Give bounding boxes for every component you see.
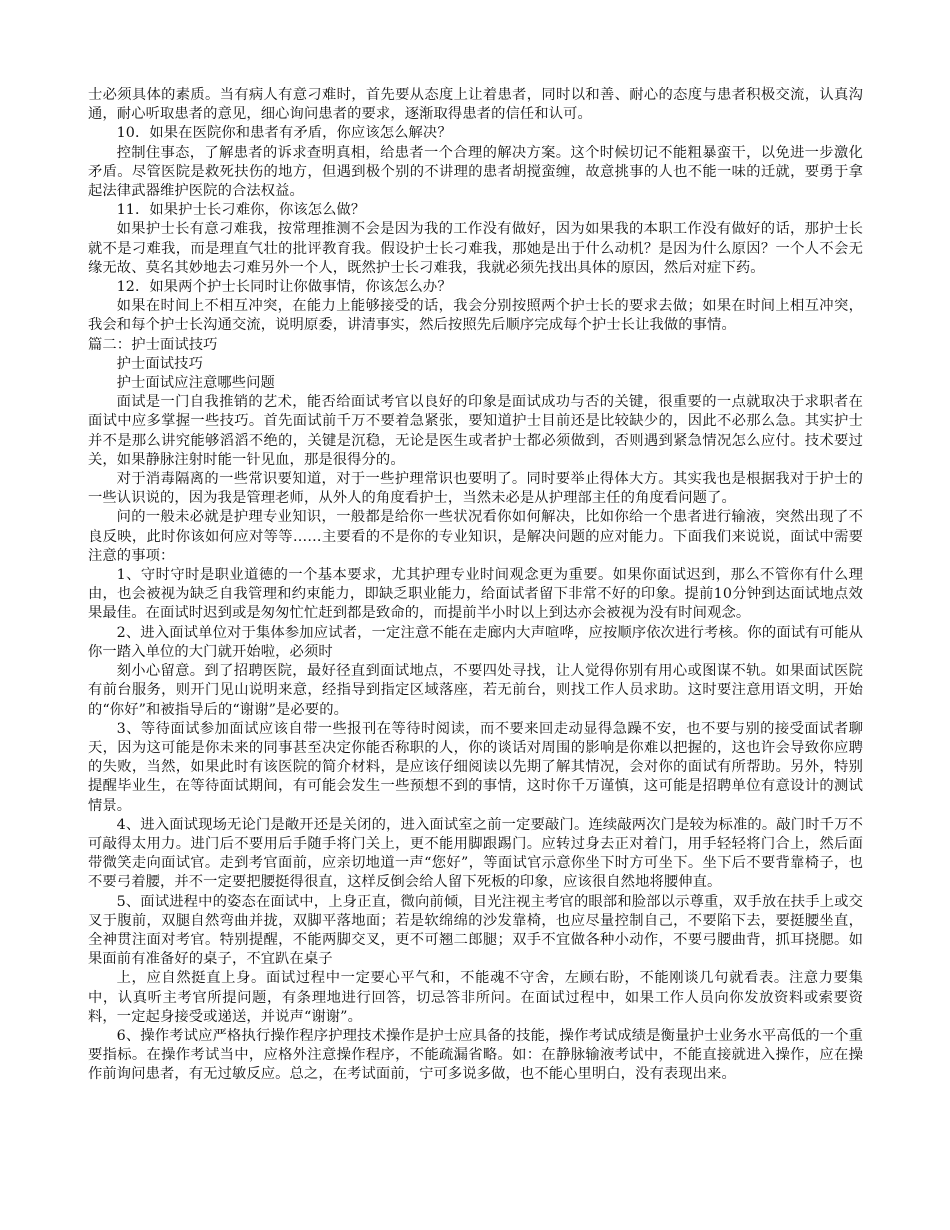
paragraph: 11．如果护士长刁难你，你该怎么做？ [116, 202, 366, 219]
paragraph: 3、等待面试参加面试应该自带一些报刊在等待时阅读，而不要来回走动显得急躁不安，也不要与别的接受面试者聊天，因为这可能是你未来的同事甚至决定你能否称职的人，你的谈话对周围的影响是你难以把握的，这也许会导致你应聘的失败，当然，如果此时有该医院的简介材料，是应该仔细阅读以先期了解其情况，会对你的面试有所帮助。另外，特别提醒毕业生，在等待面试期间，有可能会发生一些预想不到的事情，这时你千万谨慎，这可能是招聘单位有意设计的测试情景。 [88, 720, 863, 814]
paragraph: 刻小心留意。到了招聘医院，最好径直到面试地点，不要四处寻找，让人觉得你别有用心或图谋不轨。如果面试医院有前台服务，则开门见山说明来意，经指导到指定区域落座，若无前台，则找工作人员求助。这时要注意用语文明，开始的“你好”和被指导后的“谢谢”是必要的。 [88, 663, 863, 718]
paragraph: 士必须具体的素质。当有病人有意刁难时，首先要从态度上让着患者，同时以和善、耐心的态度与患者积极交流，认真沟通，耐心听取患者的意见，细心询问患者的要求，逐渐取得患者的信任和认可。 [88, 87, 863, 123]
paragraph: 篇二：护士面试技巧 [88, 336, 218, 353]
paragraph: 2、进入面试单位对于集体参加应试者，一定注意不能在走廊内大声喧哗，应按顺序依次进行考核。你的面试有可能从你一踏入单位的大门就开始啦，必须时 [88, 624, 863, 660]
paragraph: 控制住事态，了解患者的诉求查明真相，给患者一个合理的解决方案。这个时候切记不能粗暴蛮干，以免进一步激化矛盾。尽管医院是救死扶伤的地方，但遇到极个别的不讲理的患者胡搅蛮缠，故意挑事的人也不能一味的迁就，要勇于拿起法律武器维护医院的合法权益。 [88, 144, 863, 200]
paragraph: 面试是一门自我推销的艺术，能否给面试考官以良好的印象是面试成功与否的关键，很重要的一点就取决于求职者在面试中应多掌握一些技巧。首先面试前千万不要着急紧张，要知道护士目前还是比较缺少的，因此不必那么急。其实护士并不是那么讲究能够滔滔不绝的，关键是沉稳，无论是医生或者护士都必须做到，否则遇到紧急情况怎么应付。技术要过关，如果静脉注射时能一针见血，那是很得分的。 [88, 394, 863, 468]
paragraph: 如果护士长有意刁难我，按常理推测不会是因为我的工作没有做好，因为如果我的本职工作没有做好的话，那护士长就不是刁难我，而是理直气壮的批评教育我。假设护士长刁难我，那她是出于什么动机？是因为什么原因？一个人不会无缘无故、莫名其妙地去刁难另外一个人，既然护士长刁难我，我就必须先找出具体的原因，然后对症下药。 [88, 221, 863, 276]
paragraph: 问的一般未必就是护理专业知识，一般都是给你一些状况看你如何解决，比如你给一个患者进行输液，突然出现了不良反映，此时你该如何应对等等……主要看的不是你的专业知识，是解决问题的应对能力。下面我们来说说，面试中需要注意的事项： [88, 509, 863, 564]
paragraph: 6、操作考试应严格执行操作程序护理技术操作是护士应具备的技能，操作考试成绩是衡量护士业务水平高低的一个重要指标。在操作考试当中，应格外注意操作程序，不能疏漏省略。如：在静脉输液考试中，不能直接就进入操作，应在操作前询问患者，有无过敏反应。总之，在考试面前，宁可多说多做，也不能心里明白，没有表现出来。 [88, 1027, 863, 1083]
paragraph: 5、面试进程中的姿态在面试中，上身正直，微向前倾，目光注视主考官的眼部和脸部以示尊重，双手放在扶手上或交叉于腹前，双腿自然弯曲并拢，双脚平落地面；若是软绵绵的沙发靠椅，也应尽量控制自己，不要陷下去，要挺腰坐直，全神贯注面对考官。特别提醒，不能两脚交叉，更不可翘二郎腿；双手不宜做各种小动作，不要弓腰曲背，抓耳挠腮。如果面前有准备好的桌子，不宜趴在桌子 [88, 893, 863, 968]
paragraph: 如果在时间上不相互冲突，在能力上能够接受的话，我会分别按照两个护士长的要求去做；如果在时间上相互冲突，我会和每个护士长沟通交流，说明原委，讲清事实，然后按照先后顺序完成每个护士长让我做的事情。 [88, 298, 863, 334]
paragraph: 护士面试技巧 [116, 355, 203, 372]
document-page [88, 86, 863, 1085]
paragraph: 10．如果在医院你和患者有矛盾，你应该怎么解决？ [116, 125, 452, 142]
paragraph: 12．如果两个护士长同时让你做事情，你该怎么办？ [116, 279, 452, 296]
paragraph: 1、守时守时是职业道德的一个基本要求，尤其护理专业时间观念更为重要。如果你面试迟到，那么不管你有什么理由，也会被视为缺乏自我管理和约束能力，即缺乏职业能力，给面试者留下非常不好的印象。提前10分钟到达面试地点效果最佳。在面试时迟到或是匆匆忙忙赶到都是致命的，而提前半小时以上到达亦会被视为没有时间观念。 [88, 567, 863, 622]
paragraph: 4、进入面试现场无论门是敞开还是关闭的，进入面试室之前一定要敲门。连续敲两次门是较为标准的。敲门时千万不可敲得太用力。进门后不要用后手随手将门关上，更不能用脚跟踢门。应转过身去正对着门，用手轻轻将门合上，然后面带微笑走向面试官。走到考官面前，应亲切地道一声“您好”，等面试官示意你坐下时方可坐下。坐下后不要背靠椅子，也不要弓着腰，并不一定要把腰挺得很直，这样反倒会给人留下死板的印象，应该很自然地将腰伸直。 [88, 816, 863, 891]
paragraph: 对于消毒隔离的一些常识要知道，对于一些护理常识也要明了。同时要举止得体大方。其实我也是根据我对于护士的一些认识说的，因为我是管理老师，从外人的角度看护士，当然未必是从护理部主任的角度看问题了。 [88, 471, 863, 507]
paragraph: 护士面试应注意哪些问题 [116, 375, 275, 392]
paragraph: 上，应自然挺直上身。面试过程中一定要心平气和，不能魂不守舍，左顾右盼，不能刚谈几句就看表。注意力要集中，认真听主考官所提问题，有条理地进行回答，切忌答非所问。在面试过程中，如果工作人员向你发放资料或索要资料，一定起身接受或递送，并说声“谢谢”。 [88, 970, 863, 1025]
